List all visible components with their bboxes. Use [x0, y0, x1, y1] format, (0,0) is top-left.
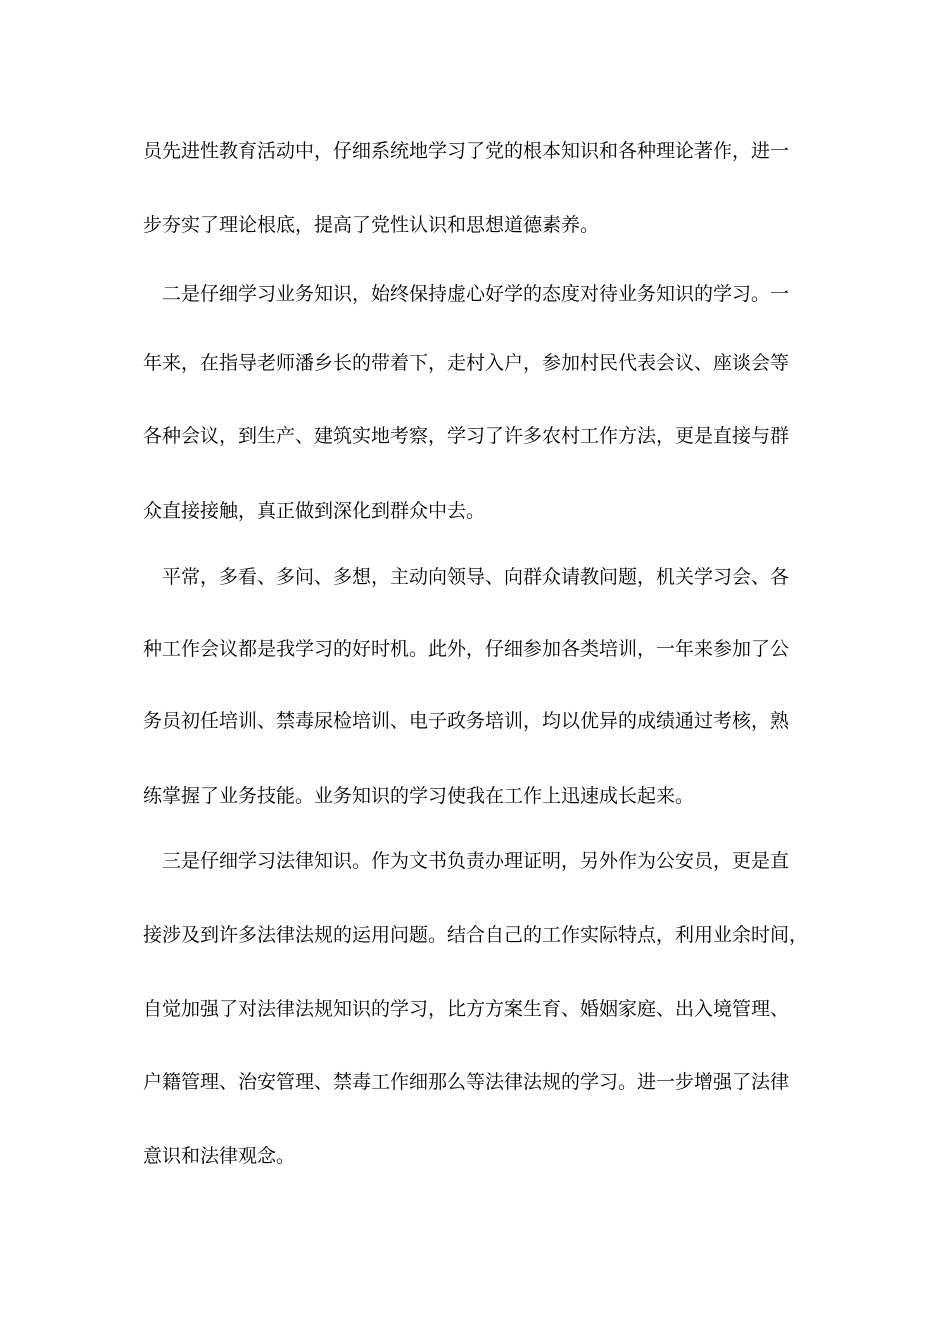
- text-line-7: 平常，多看、多问、多想，主动向领导、向群众请教问题，机关学习会、各: [162, 566, 790, 588]
- text-line-14: 户籍管理、治安管理、禁毒工作细那么等法律法规的学习。进一步增强了法律: [143, 1071, 790, 1093]
- text-line-13: 自觉加强了对法律法规知识的学习，比方方案生育、婚姻家庭、出入境管理、: [143, 998, 790, 1020]
- text-line-11: 三是仔细学习法律知识。作为文书负责办理证明，另外作为公安员，更是直: [162, 850, 790, 872]
- text-line-8: 种工作会议都是我学习的好时机。此外，仔细参加各类培训，一年来参加了公: [143, 638, 790, 660]
- text-line-4: 年来，在指导老师潘乡长的带着下，走村入户，参加村民代表会议、座谈会等: [143, 352, 790, 374]
- text-line-1: 员先进性教育活动中，仔细系统地学习了党的根本知识和各种理论著作，进一: [143, 140, 790, 162]
- text-line-6: 众直接接触，真正做到深化到群众中去。: [143, 500, 486, 522]
- text-line-12: 接涉及到许多法律法规的运用问题。结合自己的工作实际特点，利用业余时间，: [143, 924, 809, 946]
- text-line-9: 务员初任培训、禁毒尿检培训、电子政务培训，均以优异的成绩通过考核，熟: [143, 710, 790, 732]
- text-line-5: 各种会议，到生产、建筑实地考察，学习了许多农村工作方法，更是直接与群: [143, 425, 790, 447]
- text-line-2: 步夯实了理论根底，提高了党性认识和思想道德素养。: [143, 214, 600, 236]
- text-line-10: 练掌握了业务技能。业务知识的学习使我在工作上迅速成长起来。: [143, 785, 695, 807]
- text-line-3: 二是仔细学习业务知识，始终保持虚心好学的态度对待业务知识的学习。一: [162, 283, 790, 305]
- text-line-15: 意识和法律观念。: [143, 1145, 296, 1167]
